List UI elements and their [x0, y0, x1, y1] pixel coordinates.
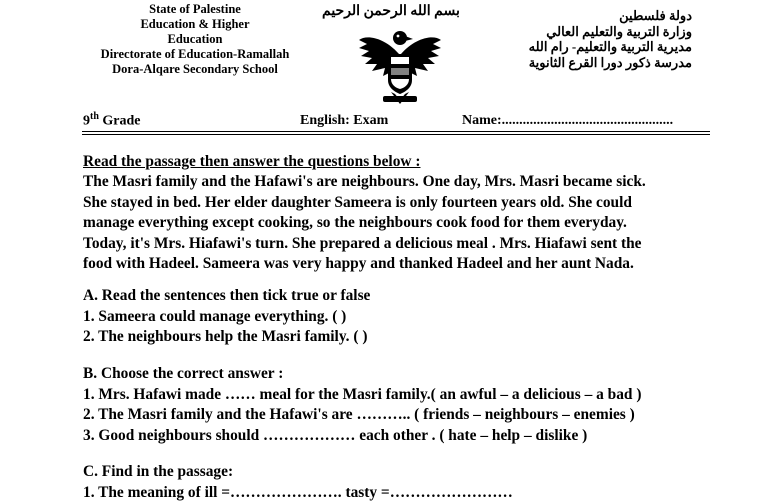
- top-rule: [82, 131, 710, 132]
- basmala: بسم الله الرحمن الرحيم: [322, 3, 460, 20]
- state-line: State of Palestine: [95, 2, 295, 17]
- school-line-ar: مدرسة ذكور دورا القرع الثانوية: [500, 55, 692, 71]
- directorate-line: Directorate of Education-Ramallah: [95, 47, 295, 62]
- section-a-title: A. Read the sentences then tick true or false: [83, 286, 370, 307]
- true-false-item[interactable]: 1. Sameera could manage everything. ( ): [83, 307, 370, 328]
- ministry-line-2: Education: [95, 32, 295, 47]
- passage-line: food with Hadeel. Sameera was very happy and thanked Hadeel and her aunt Nada.: [83, 254, 646, 275]
- section-b: [83, 364, 641, 446]
- school-line: Dora-Alqare Secondary School: [95, 62, 295, 77]
- choice-item[interactable]: 3. Good neighbours should ……………… each other . ( hate – help – dislike ): [83, 426, 641, 447]
- ministry-line: Education & Higher: [95, 17, 295, 32]
- passage-line: The Masri family and the Hafawi's are neighbours. One day, Mrs. Masri became sick.: [83, 172, 646, 193]
- choice-item[interactable]: 1. Mrs. Hafawi made …… meal for the Masri family.( an awful – a delicious – a bad ): [83, 385, 641, 406]
- grade-label: [83, 111, 141, 130]
- section-b-title: B. Choose the correct answer :: [83, 364, 641, 385]
- passage-line: She stayed in bed. Her elder daughter Sameera is only fourteen years old. She could: [83, 193, 646, 214]
- passage-line: Today, it's Mrs. Hiafawi's turn. She prepared a delicious meal . Mrs. Hiafawi sent the: [83, 234, 646, 255]
- section-c-title: C. Find in the passage:: [83, 462, 513, 483]
- grade-number: 9: [83, 114, 90, 129]
- bottom-rule: [82, 134, 710, 135]
- passage-instruction: Read the passage then answer the questions below :: [83, 152, 420, 173]
- section-a: [83, 286, 370, 348]
- directorate-line-ar: مديرية التربية والتعليم- رام الله: [500, 39, 692, 55]
- passage-line: manage everything except cooking, so the neighbours cook food for them everyday.: [83, 213, 646, 234]
- passage-text: [83, 172, 646, 275]
- true-false-item[interactable]: 2. The neighbours help the Masri family. ( ): [83, 327, 370, 348]
- header-left-block: [95, 2, 295, 77]
- grade-text: Grade: [102, 114, 140, 129]
- header-right-block: [500, 8, 692, 70]
- name-field[interactable]: Name:.................................................: [462, 113, 673, 129]
- section-c: [83, 462, 513, 503]
- grade-suffix: th: [90, 111, 99, 122]
- choice-item[interactable]: 2. The Masri family and the Hafawi's are ……….. ( friends – neighbours – enemies ): [83, 405, 641, 426]
- ministry-line-ar: وزارة التربية والتعليم العالي: [500, 24, 692, 40]
- find-item[interactable]: 1. The meaning of ill =…………………. tasty =……………………: [83, 483, 513, 503]
- subject-label: English: Exam: [300, 113, 388, 129]
- palestine-eagle-emblem: [355, 24, 445, 106]
- state-line-ar: دولة فلسطين: [500, 8, 692, 24]
